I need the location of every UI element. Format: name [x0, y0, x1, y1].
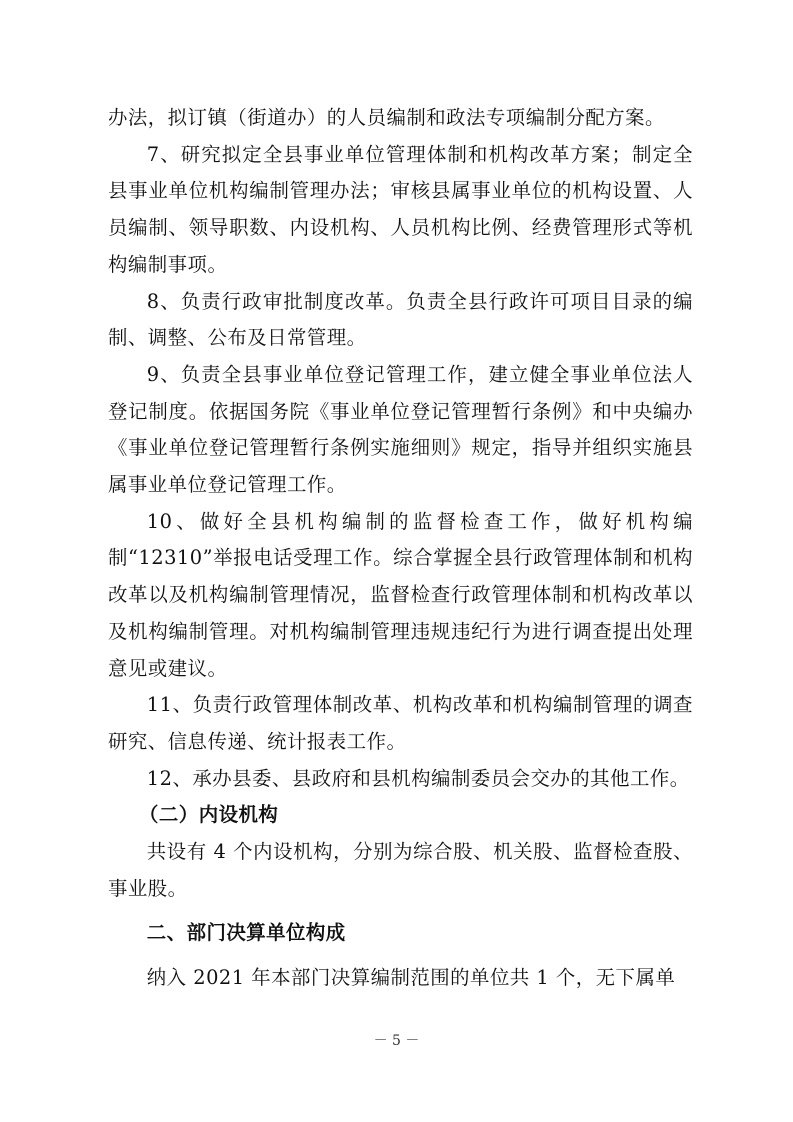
- paragraph-internal-structure: 共设有 4 个内设机构，分别为综合股、机关股、监督检查股、事业股。: [108, 840, 693, 900]
- page-number: － 5 －: [373, 1033, 420, 1049]
- paragraph-item-10: 10、做好全县机构编制的监督检查工作，做好机构编制“12310”举报电话受理工作。综合掌握全县行政管理体制和机构改革以及机构编制管理情况，监督检查行政管理体制和机构改革以及机构编制管理。对机构编制管理违规违纪行为进行调查提出处理意见或建议。: [108, 509, 693, 680]
- section-spacer: [108, 952, 693, 960]
- document-body: [108, 100, 693, 997]
- section-heading-units: 二、部门决算单位构成: [146, 921, 346, 945]
- paragraph-units: 纳入 2021 年本部门决算编制范围的单位共 1 个，无下属单: [146, 966, 676, 990]
- paragraph-continuation: 办法，拟订镇（街道办）的人员编制和政法专项编制分配方案。: [108, 106, 665, 129]
- paragraph-item-11: 11、负责行政管理体制改革、机构改革和机构编制管理的调查研究、信息传递、统计报表工作。: [108, 693, 693, 753]
- paragraph-item-7: 7、研究拟定全县事业单位管理体制和机构改革方案；制定全县事业单位机构编制管理办法；审核县属事业单位的机构设置、人员编制、领导职数、内设机构、人员机构比例、经费管理形式等机构编制事项。: [108, 142, 693, 276]
- section-spacer: [108, 907, 693, 915]
- paragraph-item-12: 12、承办县委、县政府和县机构编制委员会交办的其他工作。: [146, 766, 690, 790]
- paragraph-item-9: 9、负责全县事业单位登记管理工作，建立健全事业单位法人登记制度。依据国务院《事业单位登记管理暂行条例》和中央编办《事业单位登记管理暂行条例实施细则》规定，指导并组织实施县属事业单位登记管理工作。: [108, 362, 693, 497]
- subheading-internal-structure: （二）内设机构: [139, 803, 279, 827]
- paragraph-item-8: 8、负责行政审批制度改革。负责全县行政许可项目目录的编制、调整、公布及日常管理。: [108, 289, 693, 350]
